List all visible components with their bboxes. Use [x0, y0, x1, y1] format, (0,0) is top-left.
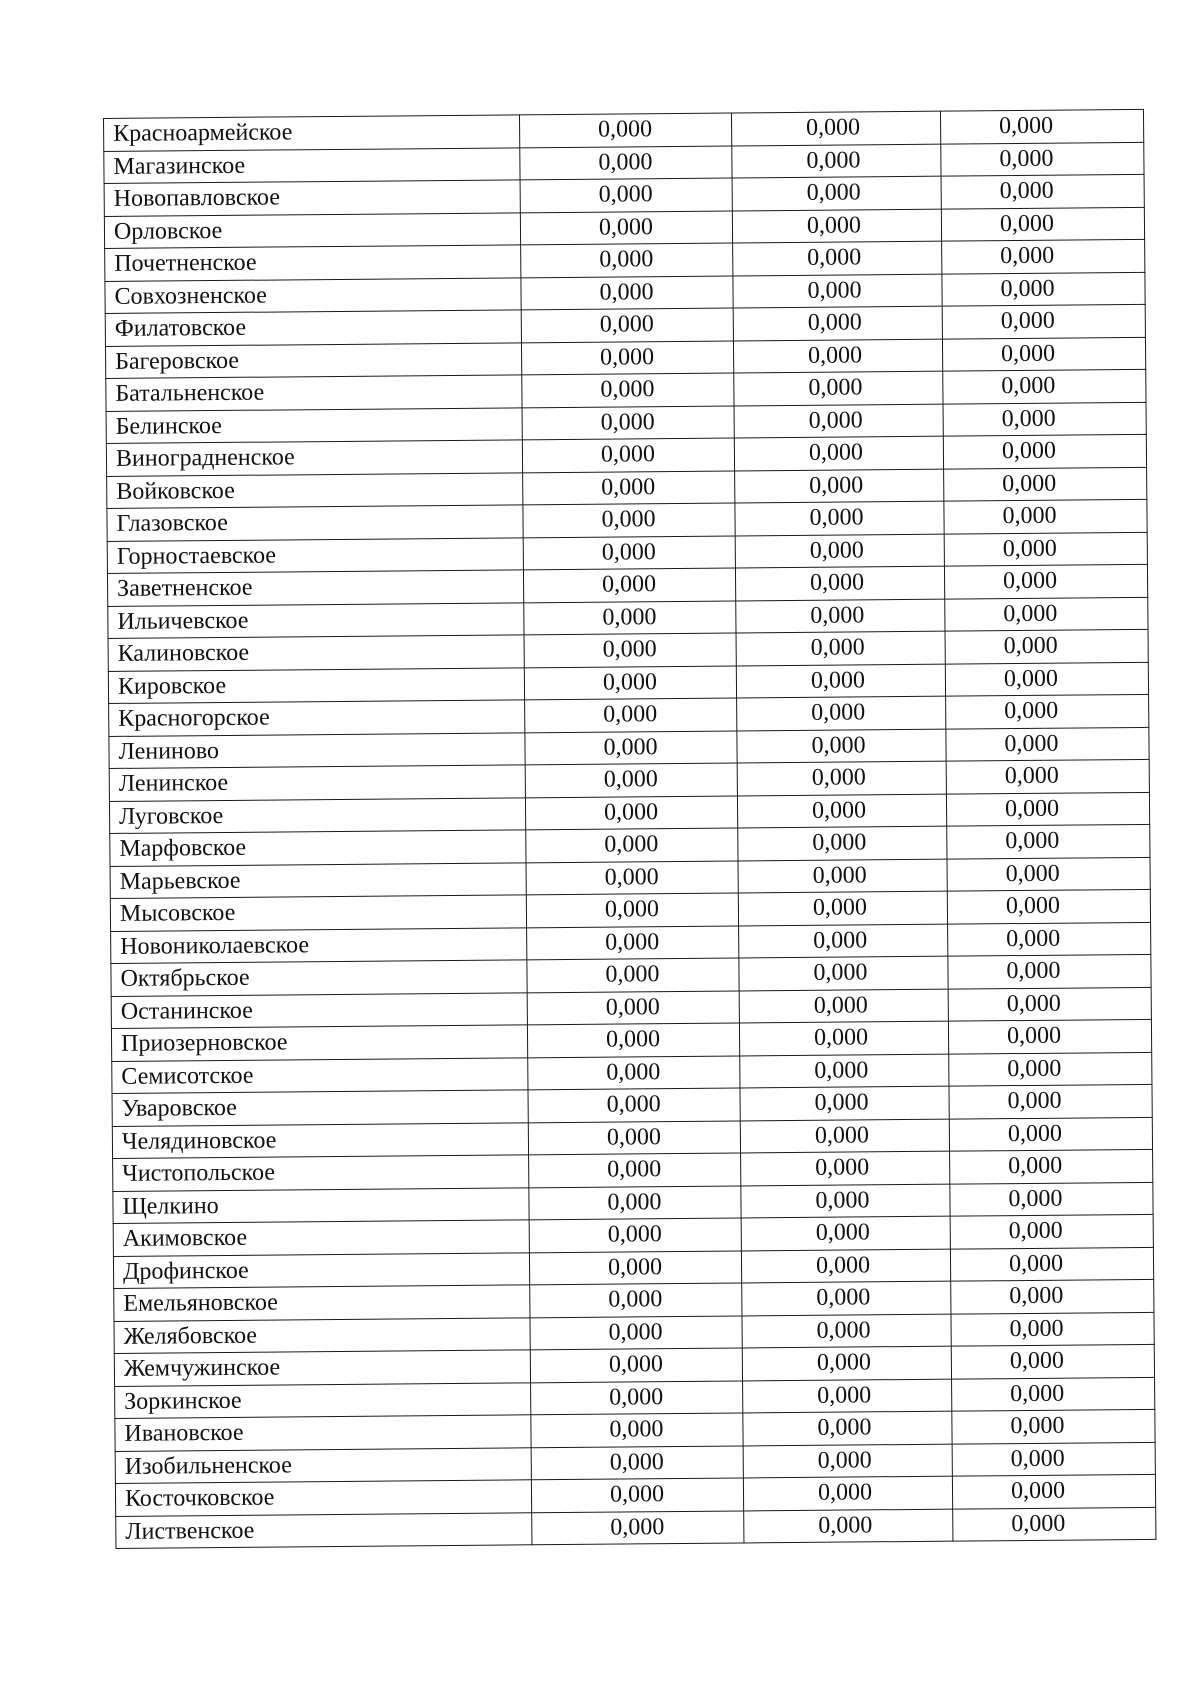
- value-cell-1: 0,000: [520, 178, 732, 212]
- row-name-cell: Приозерновское: [111, 1025, 527, 1061]
- value-cell-1: 0,000: [527, 925, 739, 959]
- value-cell-2: 0,000: [741, 1216, 950, 1250]
- value-cell-1: 0,000: [527, 958, 739, 992]
- row-name-cell: Заветненское: [107, 570, 523, 606]
- value-cell-2: 0,000: [736, 664, 945, 698]
- value-cell-2: 0,000: [731, 111, 940, 145]
- row-name-cell: Семисотское: [112, 1057, 528, 1093]
- row-name-cell: Желябовское: [114, 1317, 530, 1353]
- value-cell-3: 0,000: [953, 1507, 1156, 1541]
- value-cell-2: 0,000: [735, 566, 944, 600]
- value-cell-2: 0,000: [733, 241, 942, 275]
- value-cell-1: 0,000: [520, 146, 732, 180]
- row-name-cell: Красноармейское: [104, 115, 520, 151]
- value-cell-3: 0,000: [948, 922, 1151, 956]
- table-body: [104, 109, 1156, 1548]
- value-cell-2: 0,000: [742, 1281, 951, 1315]
- value-cell-2: 0,000: [733, 274, 942, 308]
- value-cell-3: 0,000: [948, 954, 1151, 988]
- value-cell-3: 0,000: [945, 629, 1148, 663]
- value-cell-3: 0,000: [940, 109, 1143, 143]
- value-cell-2: 0,000: [735, 501, 944, 535]
- row-name-cell: Совхозненское: [105, 277, 521, 313]
- value-cell-2: 0,000: [737, 761, 946, 795]
- value-cell-3: 0,000: [946, 792, 1149, 826]
- row-name-cell: Изобильненское: [115, 1447, 531, 1483]
- value-cell-3: 0,000: [942, 239, 1145, 273]
- data-table: [103, 109, 1156, 1549]
- row-name-cell: Емельяновское: [114, 1285, 530, 1321]
- value-cell-2: 0,000: [738, 859, 947, 893]
- value-cell-3: 0,000: [946, 694, 1149, 728]
- row-name-cell: Кировское: [108, 667, 524, 703]
- row-name-cell: Почетненское: [105, 245, 521, 281]
- value-cell-1: 0,000: [531, 1413, 743, 1447]
- value-cell-1: 0,000: [524, 633, 736, 667]
- row-name-cell: Калиновское: [108, 635, 524, 671]
- value-cell-3: 0,000: [950, 1182, 1153, 1216]
- value-cell-2: 0,000: [737, 696, 946, 730]
- value-cell-1: 0,000: [521, 308, 733, 342]
- value-cell-3: 0,000: [951, 1279, 1154, 1313]
- value-cell-3: 0,000: [952, 1442, 1155, 1476]
- value-cell-1: 0,000: [531, 1478, 743, 1512]
- value-cell-2: 0,000: [734, 404, 943, 438]
- value-cell-1: 0,000: [529, 1153, 741, 1187]
- value-cell-1: 0,000: [528, 1088, 740, 1122]
- value-cell-2: 0,000: [741, 1184, 950, 1218]
- value-cell-1: 0,000: [523, 568, 735, 602]
- value-cell-3: 0,000: [946, 759, 1149, 793]
- value-cell-1: 0,000: [526, 828, 738, 862]
- row-name-cell: Магазинское: [104, 147, 520, 183]
- value-cell-1: 0,000: [521, 243, 733, 277]
- value-cell-1: 0,000: [526, 893, 738, 927]
- value-cell-1: 0,000: [529, 1250, 741, 1284]
- value-cell-2: 0,000: [737, 794, 946, 828]
- row-name-cell: Ивановское: [115, 1415, 531, 1451]
- value-cell-3: 0,000: [946, 727, 1149, 761]
- row-name-cell: Уваровское: [112, 1090, 528, 1126]
- row-name-cell: Лениново: [109, 732, 525, 768]
- row-name-cell: Челядиновское: [112, 1122, 528, 1158]
- value-cell-3: 0,000: [941, 174, 1144, 208]
- value-cell-3: 0,000: [944, 532, 1147, 566]
- row-name-cell: Багеровское: [105, 342, 521, 378]
- value-cell-3: 0,000: [952, 1474, 1155, 1508]
- row-name-cell: Красногорское: [109, 700, 525, 736]
- value-cell-2: 0,000: [734, 371, 943, 405]
- row-name-cell: Мысовское: [110, 895, 526, 931]
- value-cell-3: 0,000: [943, 402, 1146, 436]
- value-cell-2: 0,000: [744, 1509, 953, 1543]
- value-cell-1: 0,000: [523, 535, 735, 569]
- value-cell-3: 0,000: [942, 337, 1145, 371]
- row-name-cell: Жемчужинское: [114, 1350, 530, 1386]
- value-cell-1: 0,000: [526, 860, 738, 894]
- value-cell-1: 0,000: [523, 471, 735, 505]
- value-cell-3: 0,000: [951, 1312, 1154, 1346]
- value-cell-2: 0,000: [743, 1476, 952, 1510]
- row-name-cell: Дрофинское: [113, 1252, 529, 1288]
- value-cell-2: 0,000: [735, 534, 944, 568]
- value-cell-3: 0,000: [947, 857, 1150, 891]
- value-cell-1: 0,000: [528, 1120, 740, 1154]
- value-cell-2: 0,000: [736, 631, 945, 665]
- row-name-cell: Ильичевское: [108, 602, 524, 638]
- value-cell-2: 0,000: [741, 1249, 950, 1283]
- row-name-cell: Марфовское: [110, 830, 526, 866]
- value-cell-1: 0,000: [527, 990, 739, 1024]
- value-cell-3: 0,000: [950, 1149, 1153, 1183]
- value-cell-3: 0,000: [945, 597, 1148, 631]
- value-cell-2: 0,000: [743, 1379, 952, 1413]
- value-cell-2: 0,000: [742, 1314, 951, 1348]
- row-name-cell: Чистопольское: [113, 1155, 529, 1191]
- row-name-cell: Филатовское: [105, 310, 521, 346]
- value-cell-2: 0,000: [743, 1411, 952, 1445]
- value-cell-1: 0,000: [523, 503, 735, 537]
- value-cell-3: 0,000: [944, 564, 1147, 598]
- value-cell-2: 0,000: [732, 176, 941, 210]
- value-cell-1: 0,000: [519, 113, 731, 147]
- row-name-cell: Ленинское: [109, 765, 525, 801]
- value-cell-3: 0,000: [948, 1019, 1151, 1053]
- value-cell-2: 0,000: [737, 729, 946, 763]
- value-cell-3: 0,000: [945, 662, 1148, 696]
- value-cell-1: 0,000: [529, 1218, 741, 1252]
- value-cell-2: 0,000: [736, 599, 945, 633]
- row-name-cell: Батальненское: [106, 375, 522, 411]
- value-cell-1: 0,000: [530, 1315, 742, 1349]
- row-name-cell: Новопавловское: [104, 180, 520, 216]
- value-cell-2: 0,000: [735, 469, 944, 503]
- value-cell-2: 0,000: [739, 924, 948, 958]
- value-cell-3: 0,000: [942, 272, 1145, 306]
- row-name-cell: Лиственское: [116, 1512, 532, 1548]
- value-cell-3: 0,000: [950, 1214, 1153, 1248]
- value-cell-2: 0,000: [740, 1054, 949, 1088]
- value-cell-1: 0,000: [531, 1380, 743, 1414]
- value-cell-1: 0,000: [528, 1055, 740, 1089]
- value-cell-3: 0,000: [952, 1409, 1155, 1443]
- value-cell-3: 0,000: [947, 824, 1150, 858]
- value-cell-1: 0,000: [521, 341, 733, 375]
- value-cell-2: 0,000: [733, 306, 942, 340]
- value-cell-1: 0,000: [524, 600, 736, 634]
- value-cell-2: 0,000: [739, 1021, 948, 1055]
- row-name-cell: Зоркинское: [115, 1382, 531, 1418]
- value-cell-2: 0,000: [740, 1086, 949, 1120]
- value-cell-1: 0,000: [530, 1348, 742, 1382]
- value-cell-2: 0,000: [738, 891, 947, 925]
- value-cell-1: 0,000: [521, 276, 733, 310]
- row-name-cell: Виноградненское: [106, 440, 522, 476]
- value-cell-3: 0,000: [949, 1117, 1152, 1151]
- row-name-cell: Октябрьское: [111, 960, 527, 996]
- row-name-cell: Войковское: [107, 472, 523, 508]
- value-cell-1: 0,000: [527, 1023, 739, 1057]
- value-cell-1: 0,000: [530, 1283, 742, 1317]
- value-cell-3: 0,000: [941, 207, 1144, 241]
- value-cell-3: 0,000: [949, 1084, 1152, 1118]
- value-cell-2: 0,000: [739, 956, 948, 990]
- row-name-cell: Акимовское: [113, 1220, 529, 1256]
- document-page: [103, 109, 1156, 1616]
- value-cell-1: 0,000: [529, 1185, 741, 1219]
- value-cell-1: 0,000: [522, 373, 734, 407]
- value-cell-3: 0,000: [943, 434, 1146, 468]
- value-cell-2: 0,000: [743, 1444, 952, 1478]
- value-cell-2: 0,000: [740, 1119, 949, 1153]
- row-name-cell: Орловское: [104, 212, 520, 248]
- row-name-cell: Останинское: [111, 992, 527, 1028]
- row-name-cell: Глазовское: [107, 505, 523, 541]
- value-cell-1: 0,000: [531, 1445, 743, 1479]
- row-name-cell: Луговское: [109, 797, 525, 833]
- value-cell-3: 0,000: [941, 142, 1144, 176]
- value-cell-3: 0,000: [947, 889, 1150, 923]
- value-cell-2: 0,000: [739, 989, 948, 1023]
- value-cell-3: 0,000: [950, 1247, 1153, 1281]
- value-cell-1: 0,000: [520, 211, 732, 245]
- value-cell-3: 0,000: [948, 987, 1151, 1021]
- value-cell-3: 0,000: [944, 467, 1147, 501]
- row-name-cell: Косточковское: [115, 1480, 531, 1516]
- value-cell-1: 0,000: [525, 763, 737, 797]
- value-cell-2: 0,000: [742, 1346, 951, 1380]
- value-cell-1: 0,000: [525, 795, 737, 829]
- value-cell-3: 0,000: [943, 369, 1146, 403]
- row-name-cell: Новониколаевское: [111, 927, 527, 963]
- row-name-cell: Марьевское: [110, 862, 526, 898]
- value-cell-1: 0,000: [525, 730, 737, 764]
- value-cell-1: 0,000: [522, 438, 734, 472]
- value-cell-3: 0,000: [944, 499, 1147, 533]
- value-cell-1: 0,000: [525, 698, 737, 732]
- value-cell-3: 0,000: [951, 1344, 1154, 1378]
- value-cell-1: 0,000: [522, 406, 734, 440]
- value-cell-2: 0,000: [741, 1151, 950, 1185]
- row-name-cell: Белинское: [106, 407, 522, 443]
- value-cell-2: 0,000: [734, 436, 943, 470]
- value-cell-2: 0,000: [732, 209, 941, 243]
- value-cell-3: 0,000: [942, 304, 1145, 338]
- value-cell-2: 0,000: [733, 339, 942, 373]
- row-name-cell: Щелкино: [113, 1187, 529, 1223]
- value-cell-3: 0,000: [952, 1377, 1155, 1411]
- value-cell-2: 0,000: [738, 826, 947, 860]
- value-cell-1: 0,000: [524, 665, 736, 699]
- value-cell-3: 0,000: [949, 1052, 1152, 1086]
- value-cell-2: 0,000: [732, 144, 941, 178]
- row-name-cell: Горностаевское: [107, 537, 523, 573]
- value-cell-1: 0,000: [532, 1510, 744, 1544]
